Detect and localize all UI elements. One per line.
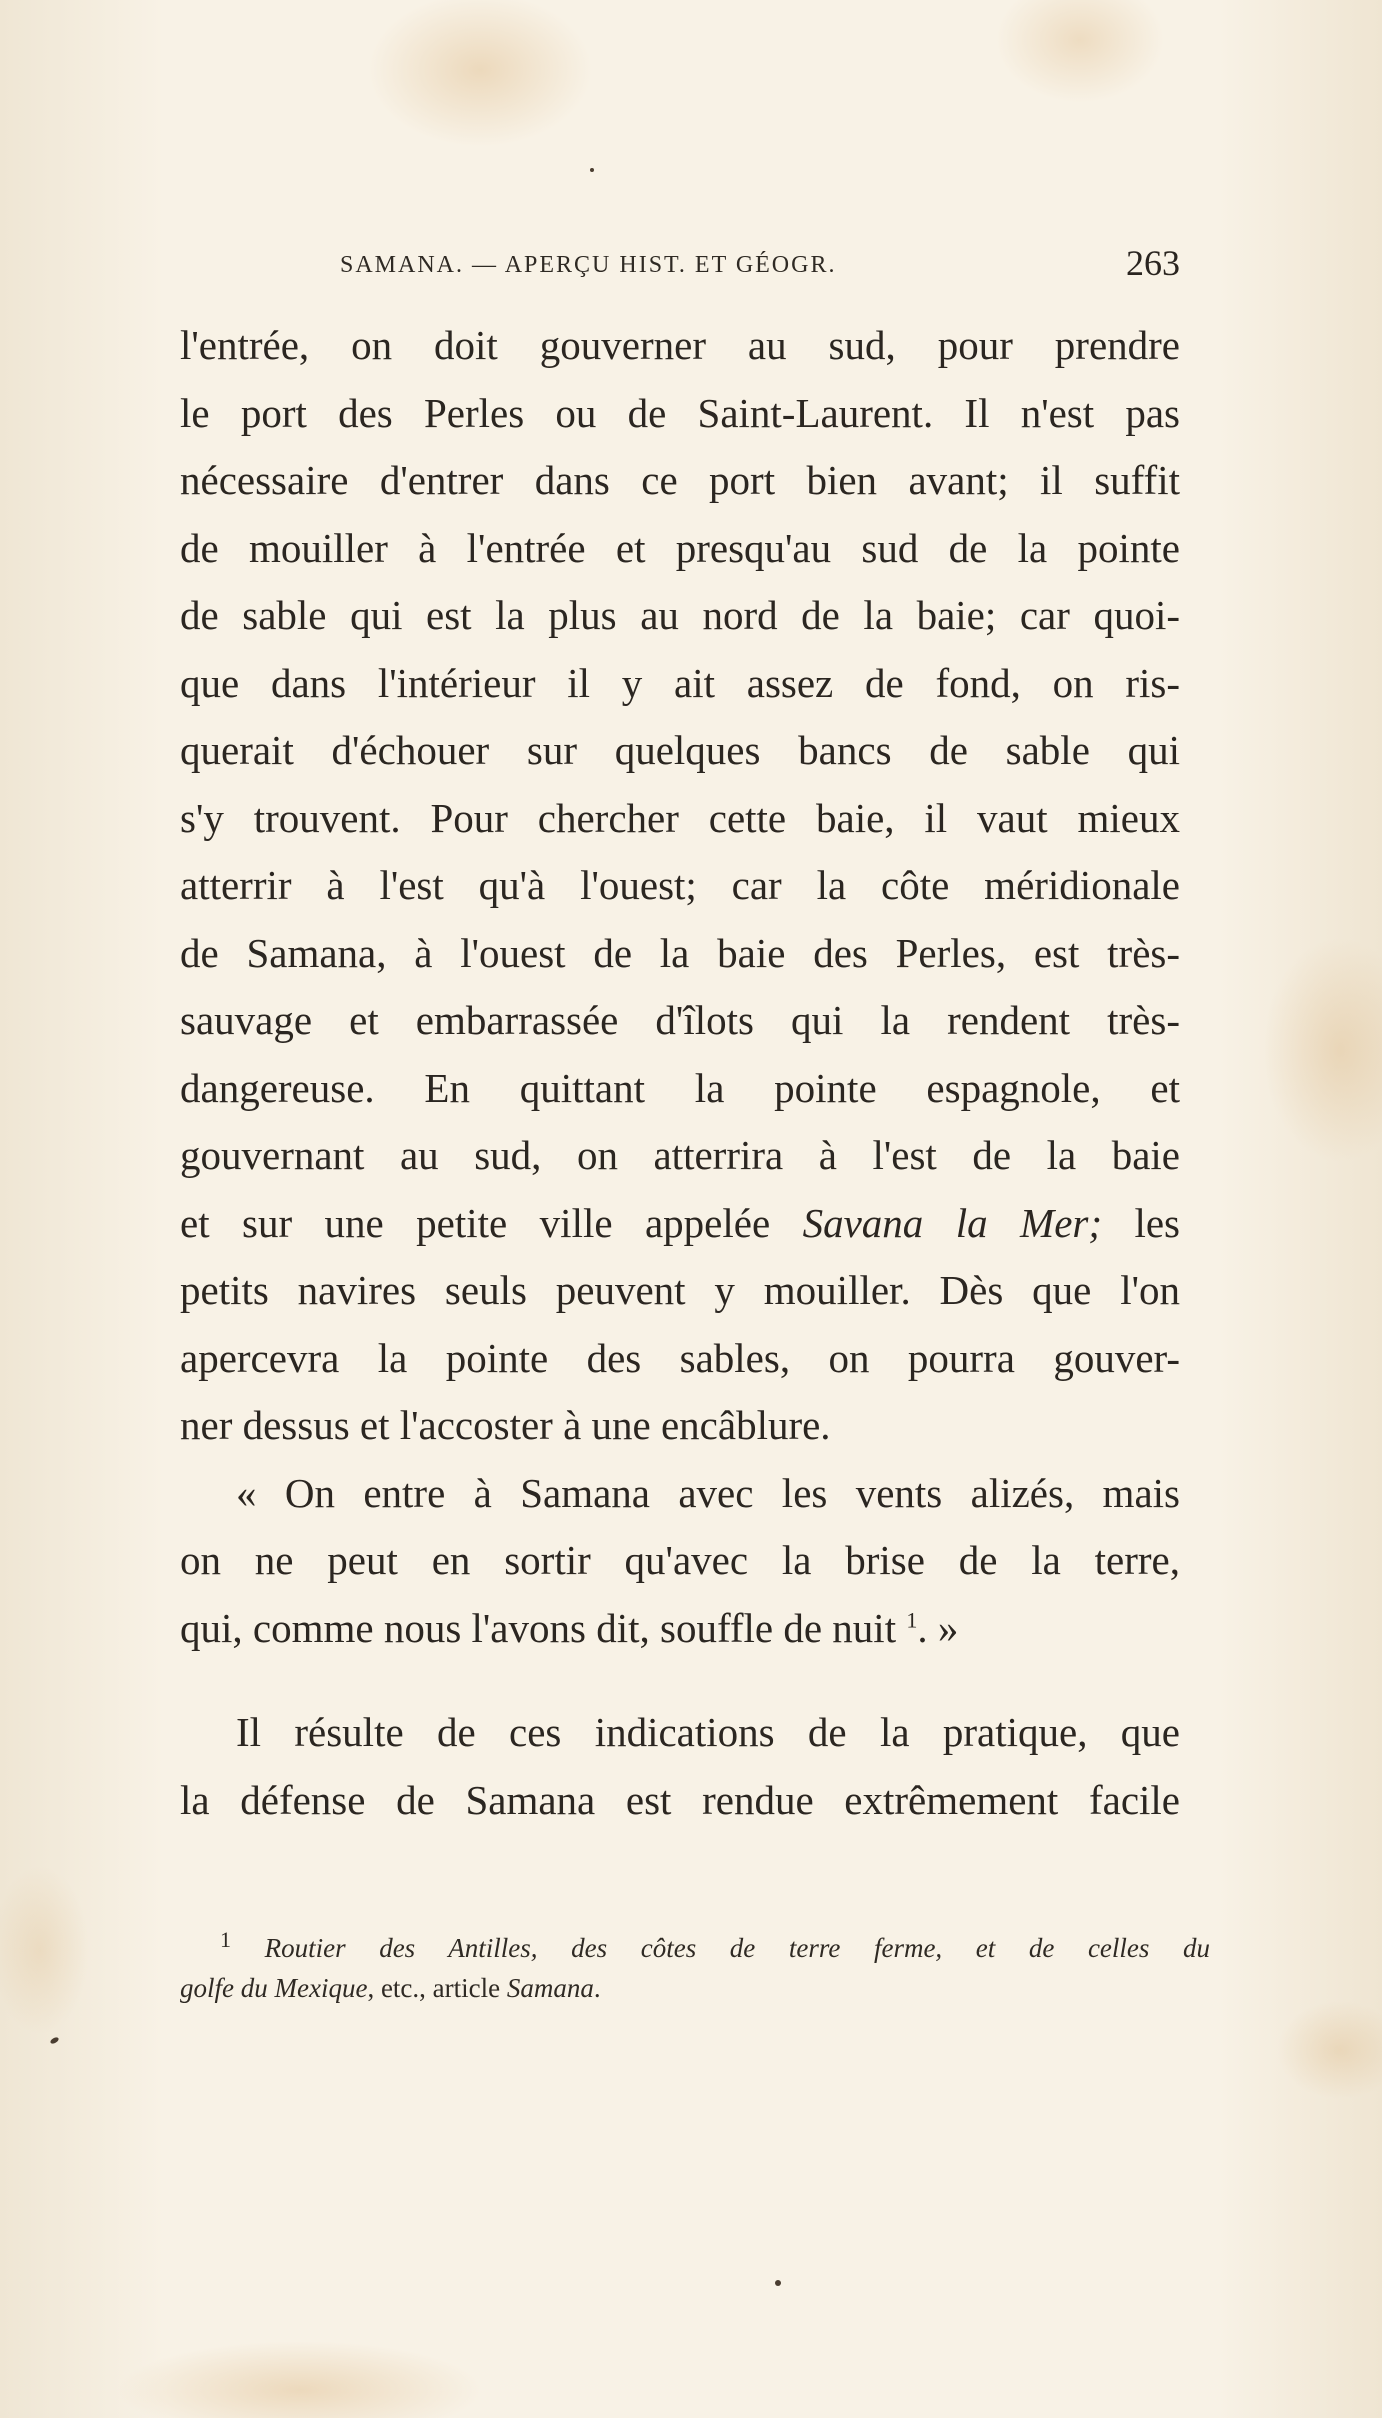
- footnote-text: , etc., article: [367, 1973, 507, 2003]
- footnote-line: [180, 1928, 1210, 1968]
- text-line: que dans l'intérieur il y ait assez de fond, on ris-: [180, 659, 1180, 706]
- footnote-article: Samana: [506, 1973, 594, 2003]
- running-head: SAMANA. — APERÇU HIST. ET GÉOGR.: [340, 252, 837, 278]
- text-line: nécessaire d'entrer dans ce port bien avant; il suffit: [180, 457, 1180, 503]
- text-fragment: les: [1102, 1199, 1180, 1246]
- text-line: de mouiller à l'entrée et presqu'au sud de la pointe: [180, 524, 1180, 571]
- text-line: petits navires seuls peuvent y mouiller. Dès que l'on: [180, 1267, 1180, 1313]
- footnote-end: .: [593, 1973, 601, 2003]
- quote-line: « On entre à Samana avec les vents alizés, mais: [236, 1469, 1180, 1516]
- footnote: [180, 1928, 1210, 2008]
- quote-line: on ne peut en sortir qu'avec la brise de la terre,: [180, 1537, 1180, 1583]
- ink-speck: [49, 2036, 59, 2045]
- quote-text: qui, comme nous l'avons dit, souffle de nuit: [180, 1604, 897, 1651]
- text-line: l'entrée, on doit gouverner au sud, pour prendre: [180, 322, 1180, 368]
- text-line: s'y trouvent. Pour chercher cette baie, il vaut mieux: [180, 794, 1180, 841]
- paragraph-line: Il résulte de ces indications de la pratique, que: [236, 1709, 1180, 1755]
- footnote-title: Routier des Antilles, des côtes de terre ferme, et de celles du: [264, 1933, 1211, 1963]
- text-line-paragraph-end: ner dessus et l'accoster à une encâblure.: [180, 1402, 831, 1448]
- text-line: le port des Perles ou de Saint-Laurent. Il n'est pas: [180, 389, 1180, 436]
- quote-close: . »: [917, 1604, 959, 1651]
- ink-speck: [590, 168, 594, 172]
- text-line: atterrir à l'est qu'à l'ouest; car la côte méridionale: [180, 862, 1180, 908]
- quote-line-end: [180, 1595, 1180, 1663]
- text-line: de Samana, à l'ouest de la baie des Perles, est très-: [180, 929, 1180, 976]
- place-name-italic: Savana la Mer;: [802, 1199, 1103, 1246]
- text-line: querait d'échouer sur quelques bancs de sable qui: [180, 727, 1180, 773]
- text-line-savana: [180, 1190, 1180, 1258]
- page-header: [180, 244, 1180, 284]
- paragraph-gap: [180, 1662, 1180, 1699]
- footnote-reference: 1: [906, 1606, 918, 1632]
- text-line: de sable qui est la plus au nord de la baie; car quoi-: [180, 592, 1180, 638]
- text-line: apercevra la pointe des sables, on pourra gouver-: [180, 1334, 1180, 1381]
- footnote-mark: 1: [220, 1927, 231, 1952]
- text-line: gouvernant au sud, on atterrira à l'est de la baie: [180, 1132, 1180, 1178]
- page-number: 263: [1126, 243, 1180, 283]
- body-text: [180, 312, 1180, 1834]
- ink-speck: [775, 2280, 781, 2286]
- text-line: dangereuse. En quittant la pointe espagnole, et: [180, 1064, 1180, 1111]
- footnote-line: [180, 1968, 1210, 2008]
- text-line: sauvage et embarrassée d'îlots qui la rendent très-: [180, 997, 1180, 1043]
- footnote-title-cont: golfe du Mexique: [180, 1973, 368, 2003]
- paragraph-line: la défense de Samana est rendue extrêmement facile: [180, 1776, 1180, 1823]
- text-fragment: et sur une petite ville appelée: [180, 1199, 803, 1246]
